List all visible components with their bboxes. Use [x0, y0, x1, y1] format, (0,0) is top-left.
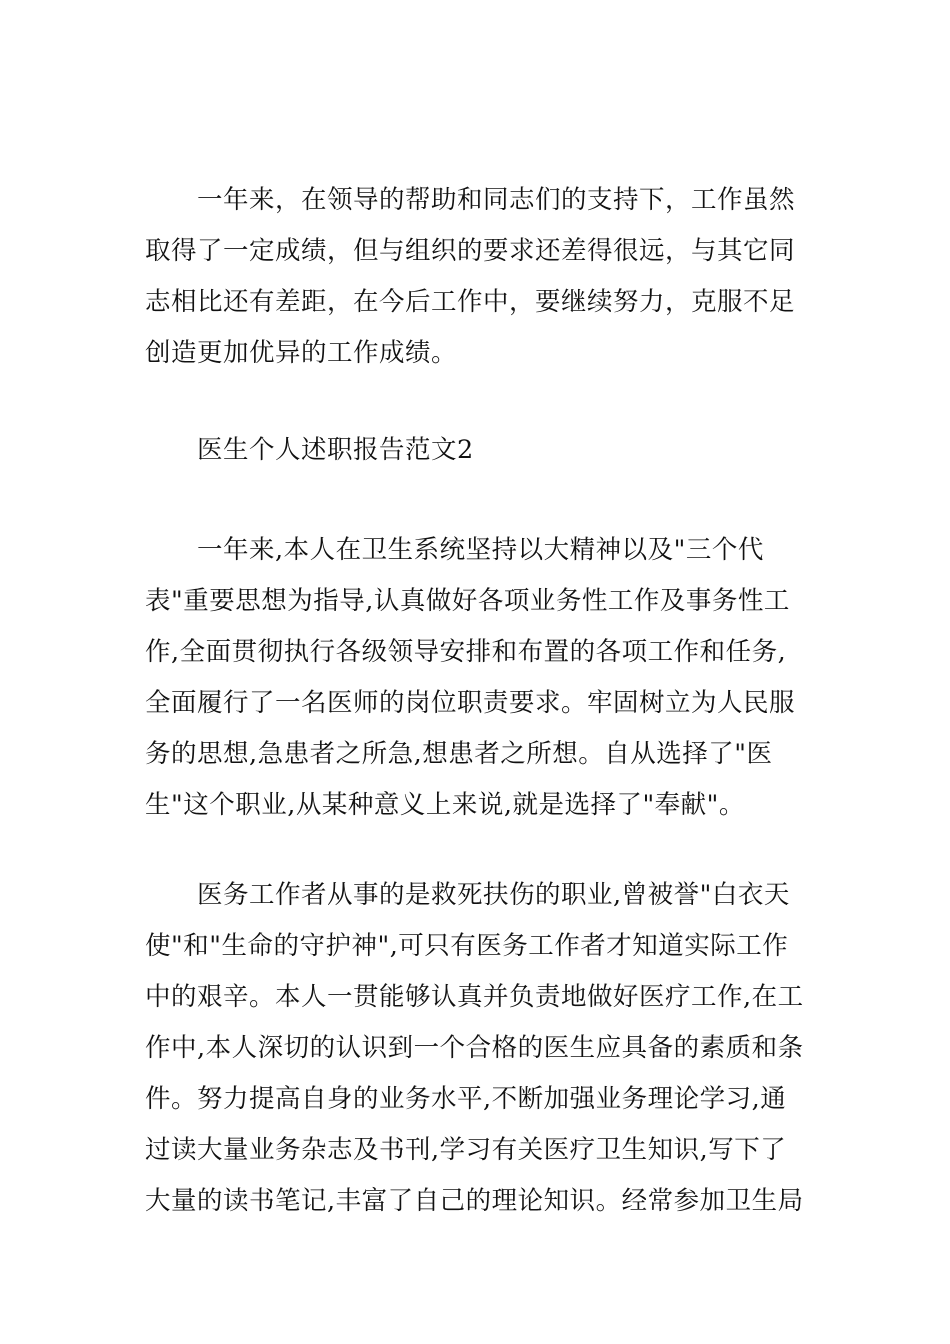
paragraph-line: 志相比还有差距，在今后工作中，要继续努力，克服不足 [145, 287, 796, 317]
paragraph-line: 作,全面贯彻执行各级领导安排和布置的各项工作和任务, [145, 637, 787, 667]
paragraph-3 [145, 870, 810, 1227]
paragraph-line: 创造更加优异的工作成绩。 [145, 338, 458, 368]
paragraph-2 [145, 525, 810, 831]
paragraph-line: 取得了一定成绩，但与组织的要求还差得很远，与其它同 [145, 236, 796, 266]
paragraph-line: 全面履行了一名医师的岗位职责要求。牢固树立为人民服 [145, 688, 796, 718]
paragraph-line: 医务工作者从事的是救死扶伤的职业,曾被誉"白衣天 [197, 880, 790, 910]
paragraph-line: 一年来,本人在卫生系统坚持以大精神以及"三个代 [197, 535, 764, 565]
paragraph-line: 中的艰辛。本人一贯能够认真并负责地做好医疗工作,在工 [145, 982, 804, 1012]
paragraph-line: 务的思想,急患者之所急,想患者之所想。自从选择了"医 [145, 739, 773, 769]
section-heading [145, 425, 810, 476]
heading-text: 医生个人述职报告范文2 [197, 435, 474, 465]
paragraph-line: 使"和"生命的守护神",可只有医务工作者才知道实际工作 [145, 931, 789, 961]
paragraph-line: 表"重要思想为指导,认真做好各项业务性工作及事务性工 [145, 586, 790, 616]
paragraph-line: 生"这个职业,从某种意义上来说,就是选择了"奉献"。 [145, 790, 745, 820]
paragraph-line: 大量的读书笔记,丰富了自己的理论知识。经常参加卫生局 [145, 1186, 804, 1216]
paragraph-1 [145, 175, 810, 379]
paragraph-line: 件。努力提高自身的业务水平,不断加强业务理论学习,通 [145, 1084, 787, 1114]
paragraph-line: 作中,本人深切的认识到一个合格的医生应具备的素质和条 [145, 1033, 804, 1063]
paragraph-line: 过读大量业务杂志及书刊,学习有关医疗卫生知识,写下了 [145, 1135, 787, 1165]
paragraph-line: 一年来，在领导的帮助和同志们的支持下，工作虽然 [197, 185, 796, 215]
